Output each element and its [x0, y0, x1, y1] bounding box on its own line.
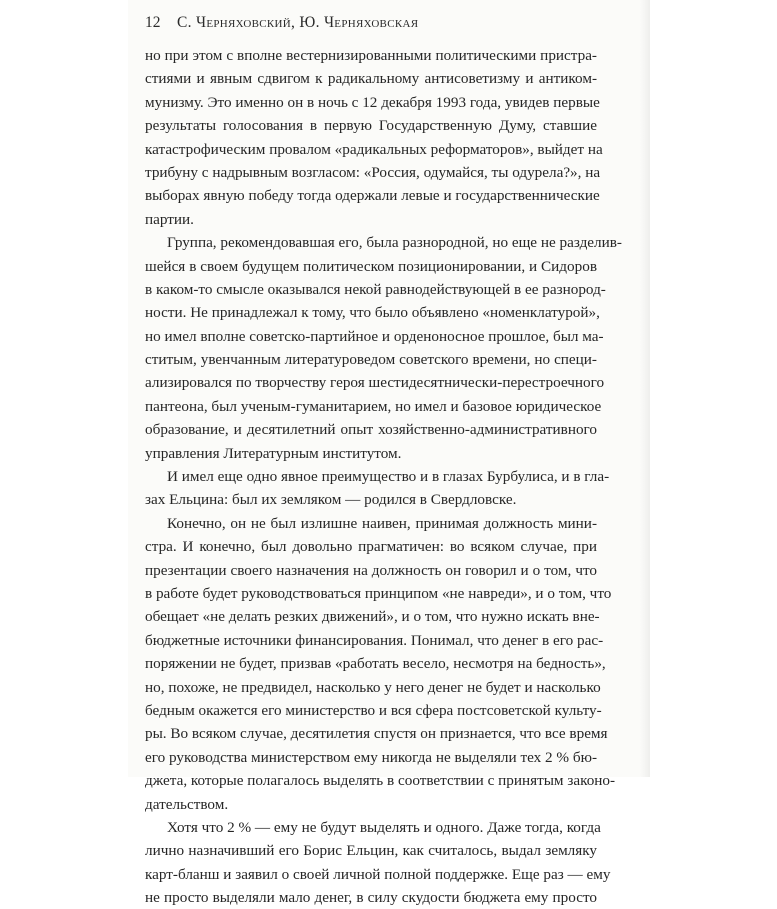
text-line: катастрофическим провалом «радикальных реформаторов», выйдет на — [145, 140, 603, 158]
text-line: ститым, увенчанным литературоведом советского времени, но специ- — [145, 351, 597, 369]
text-line: в работе будет руководствоваться принципом «не навреди», и о том, что — [145, 584, 612, 602]
text-line: Конечно, он не был излишне наивен, принимая должность мини- — [167, 514, 597, 532]
text-line: ности. Не принадлежал к тому, что было объявлено «номенклатурой», — [145, 304, 600, 322]
text-line: мунизму. Это именно он в ночь с 12 декабря 1993 года, увидев первые — [145, 93, 600, 111]
text-line: пантеона, был ученым-гуманитарием, но имел и базовое юридическое — [145, 397, 602, 415]
text-line: шейся в своем будущем политическом позиционировании, и Сидоров — [145, 257, 597, 275]
text-line: но при этом с вполне вестернизированными политическими пристра- — [145, 47, 597, 64]
text-line: стиями и явным сдвигом к радикальному антисоветизму и антиком- — [145, 70, 597, 88]
text-line: Группа, рекомендовавшая его, была разнородной, но еще не разделив- — [167, 234, 622, 252]
text-line: обещает «не делать резких движений», и о том, что нужно искать вне- — [145, 608, 600, 626]
text-line: ализировался по творчеству героя шестидесятнически-перестроечного — [145, 374, 605, 392]
page-number: 12 — [145, 14, 161, 31]
text-line: бедным окажется его министерство и вся сфера постсоветской культу- — [145, 701, 602, 719]
text-line: джета, которые полагалось выделять в соответствии с принятым законо- — [145, 772, 616, 790]
text-line: но, похоже, не предвидел, насколько у него денег не будет и насколько — [145, 678, 601, 696]
text-line: Хотя что 2 % — ему не будут выделять и одного. Даже тогда, когда — [167, 818, 601, 836]
text-line: лично назначивший его Борис Ельцин, как считалось, выдал земляку — [145, 842, 597, 860]
text-line: партии. — [145, 210, 194, 228]
text-line: выборах явную победу тогда одержали левые и государственнические — [145, 187, 600, 205]
body-text — [145, 44, 622, 909]
text-line: бюджетные источники финансирования. Понимал, что денег в его рас- — [145, 631, 604, 649]
text-line: но имел вполне советско-партийное и орденоносное прошлое, был ма- — [145, 327, 604, 345]
text-line: И имел еще одно явное преимущество и в глазах Бурбулиса, и в гла- — [167, 468, 610, 486]
text-line: стра. И конечно, был довольно прагматичен: во всяком случае, при — [145, 538, 597, 556]
text-line: презентации своего назначения на должность он говорил и о том, что — [145, 561, 597, 579]
text-line: управления Литературным институтом. — [145, 444, 402, 462]
text-line: результаты голосования в первую Государственную Думу, ставшие — [145, 117, 597, 135]
text-line: в каком-то смысле оказывался некой равнодействующей в ее разнород- — [145, 280, 606, 298]
text-line: дательством. — [145, 795, 229, 813]
text-line: поряжении не будет, призвав «работать весело, несмотря на бедность», — [145, 655, 606, 673]
text-line: зах Ельцина: был их земляком — родился в Свердловске. — [145, 491, 517, 509]
text-line: трибуну с надрывным возгласом: «Россия, одумайся, ты одурела?», на — [145, 163, 601, 181]
text-line: его руководства министерством ему никогда не выделяли тех 2 % бю- — [145, 748, 597, 766]
text-line: карт-бланш и заявил о своей личной полной поддержке. Еще раз — ему — [145, 865, 611, 883]
book-page — [128, 0, 650, 907]
running-header — [145, 14, 418, 32]
text-line: не просто выделяли мало денег, в силу скудости бюджета ему просто — [145, 889, 597, 907]
header-authors: С. Черняховский, Ю. Черняховская — [177, 14, 419, 31]
text-line: ры. Во всяком случае, десятилетия спустя он признается, что все время — [145, 725, 608, 743]
text-line: образование, и десятилетний опыт хозяйственно-административного — [145, 421, 597, 439]
